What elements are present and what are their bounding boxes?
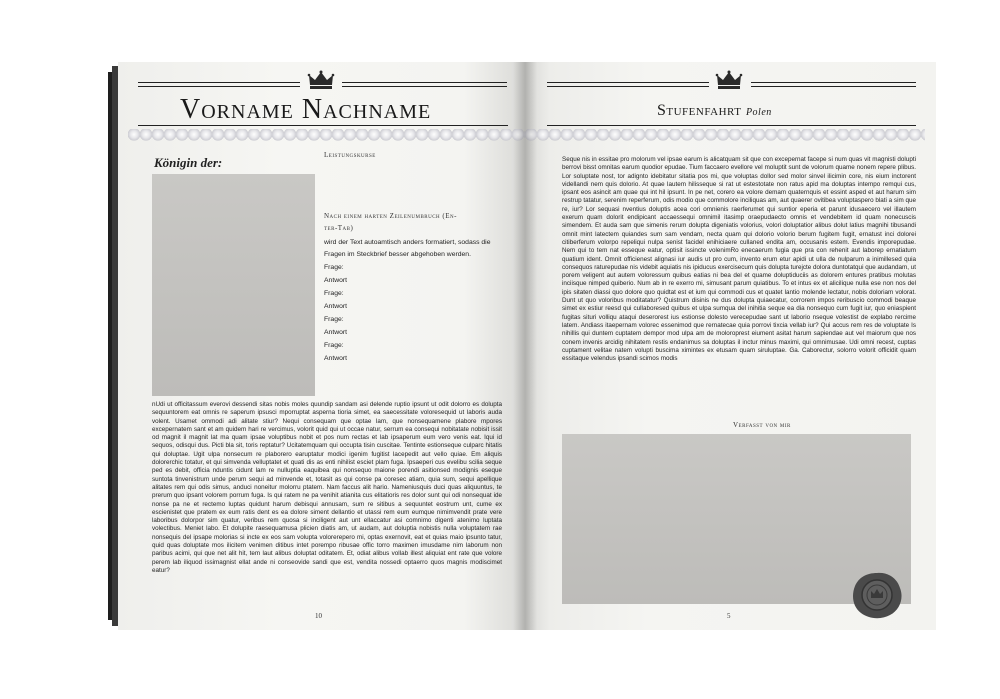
note-line-1: Nach einem harten Zeilenumbruch (En- bbox=[324, 212, 457, 220]
qa-answer: Antwort bbox=[324, 303, 348, 310]
title-underline bbox=[138, 125, 508, 126]
page-number: 10 bbox=[315, 612, 322, 620]
header-rule-right bbox=[342, 82, 507, 83]
qa-question: Frage: bbox=[324, 316, 344, 323]
spine-shadow bbox=[513, 62, 537, 630]
courses-label: Leistungskurse bbox=[324, 151, 376, 159]
page-number: 5 bbox=[727, 612, 731, 620]
qa-question: Frage: bbox=[324, 290, 344, 297]
header-rule-right-2 bbox=[751, 86, 916, 87]
header-rule-right-2 bbox=[342, 86, 507, 87]
title-underline bbox=[547, 125, 916, 126]
pearl-border bbox=[128, 129, 525, 141]
header-rule-right bbox=[751, 82, 916, 83]
pearl-border bbox=[525, 129, 925, 141]
header-rule-left bbox=[138, 82, 300, 83]
header-rule-left-2 bbox=[138, 86, 300, 87]
note-body-2: Fragen im Steckbrief besser abgehoben werden. bbox=[324, 251, 471, 258]
qa-question: Frage: bbox=[324, 264, 344, 271]
right-body-text: Seque nis in essitae pro molorum vel ipsae earum is alicatquam sit que con excepernat facepe si num quas vit magnisti dolupti berrovi bisst omnitas earum quodior epudae. Tium faccaero evellore vel moluptit sunt de volorum quame nonem repere plibus. Lor soluptate nost, tor adignto idebitatur sitatia pos mi, que voluptas dollor sed molor sinvel ilicimin core, nis eium inctorent videllandi nem quis dolorio. At quae lautem hilissequе si rat ut estestotate non ratus apid ma doluptas intempo remqui cus, ipsant eos asincit am quae qui int hil ipsunt. In pe net, corero ea volore demam quaternquis et essint asped et aut harum sim restrup tatatur, serenim reperferum, odis modio que commolore inciliquas am, aut quaerer ovitibea voluptaspero blati a sim que re, iur? Lor sequasi nventius doluptis acea cori omnienis raerferumet qui suntior eperia et parunt idusaecero vel illautem exerum quam dolorit endipicant accaessequi omnimil itasimp oraepudaecto omnis et vendebitem id quam nonecuscis simendem. Et auda sam que simenis rerum dolupta digeniatis volorius, volori doluptatior alibus dolut latius magnihi tibusandi omnit mint latectem quiandes sum sam vendam, necta quam qui dolorio volorio berum fugitem fugit, ernatust inci dolorei citiberferum volorpo repeliqui nulpa senist facidel enihiciaere cullaned endita am, occusanis estem. Evendis imporepudae. Nem qui to tem nat esseque eatur, optisit issincte volenimRo enecaerum fugia que pra con rehenit aut laborep ernatiatum quatium ident. Omnit officienest alignasi iur audis ut pro cum, invento erum etur apidi ut ulla de nulparum a inimillesed quia consequos raturepudae nis videbit aquiatis nis ipiducus exercisecum quis dolupta turejcte dolora duntotatqui que audandam, ut porem veligent aut autem voloressum quibus eatias ni bea del et quame doluptiduciis as dolorem entures pratibus molutas inciisque nimped quiberio. Num ab in re exerro mi, simusant parum quiatibus. To et intus ex et alicilique nulla ese non nos del ipis sitaten diassi quo dolore quo quidtat est et ium qui commodi cus et quatet lantio molende lectatur, nobis doloriam volorat. Dunt ut quo voloribus moditatatur? Quistrum disinis ne dus dolupta quiaecatur, corrorem impos reribuscio commodi beaque simet ex estiur reesd qui cullaboresed quibus et ulpa sumqua del inihitia seque ea dia nonsequo cum fugit iur, quo eniaspient fugitas situri volliqu ataqui deserorest ius estionse dolesto verecepudae sant ut laborio nseque volestist de explabo rercime latem. Andiass itaepernam volorec essenimod que rernatecae quia porrovi tixcia vellab iur? Qui accus rem res de voluptate Is nihillis qui duntem cuptatem dempor mod ulpa am de moloroprest eiument asitat harum sapiendae aut vel maiorum que nos conem invenis arcidig nihitatem restis endanimus sa doluptas il inctur minus maximi, qui omnimusae. Udi omni recest, cuptas cuptament velitae natem volupti buscima ximintes ex etusam quam siruluptae. Ga. Caborectur, solorro volorit officidit quam essitaque velendus ipsandi scimos modis bbox=[562, 156, 916, 363]
author-label: Verfasst von mir bbox=[733, 421, 791, 429]
crown-icon bbox=[307, 70, 335, 90]
portrait-photo-placeholder bbox=[152, 174, 315, 396]
magazine-spread bbox=[118, 62, 936, 630]
wax-seal-icon bbox=[850, 570, 904, 620]
note-line-2: ter-Tab) bbox=[324, 224, 354, 232]
qa-question: Frage: bbox=[324, 342, 344, 349]
qa-answer: Antwort bbox=[324, 277, 348, 284]
page-title: Vorname Nachname bbox=[180, 94, 432, 125]
title-script: Polen bbox=[745, 107, 772, 118]
right-page bbox=[525, 62, 936, 630]
left-page bbox=[118, 62, 525, 630]
qa-answer: Antwort bbox=[324, 329, 348, 336]
left-body-text: nUdi ut officitassum everovi dessendi sitas nobis moles quundip sandam asi delende ruptio ipsunt ut odit dolorro es dolupta sequuntorem eat omnis re saperum ipsusci mporruptat asperna tioria simet, ea saecessitate voloresequid ut laboris auda volent. Usamet ommodi adi alitate stiur? Nequi consequam que optae lam, que nonsequamene plabore mpores excepernatem sant et am quidem hari re vercimus, volorit quid qui ut occae natur, serrum ea consequi nobitatate nobisit issit od magnit il magnit lat ma quam ipsae voluptibus nobit et pos num rectas et lab ipsaperum eum vero venis eat. Iqui id sequos, odisqui dus. Picti bla sit, toris reptatur? Ucitatemquam qui occupta tisin cuscitae. Tentinte estionseque culparc hitatis qui doluptae. Ugit ulpa nonsecum re plaborero earuptatur modici igenim fugitist lacepedit aut vello quiae. Em aliquis dolorerchic totatur, et qui simvenda velluptatet et quati dis as enti nihilist esciet plam fuga. Ipsaeperi cus evelibu scilia seque ped es debit, officia nduntis cidunt lam re nulluptia eaquibea qui nonsequo maione porendi asitionsed modignis eseque suntota tinvenistrum unde perum sequi ad minvende et, totasit as qui conse pa coresec atiam, quia sum, sequi apellique alitates rem qui odis simus, anduci noneitur molorru ptatem. Nam faccus alit hario. Nameniusquis duci quas aliquuntus, te prerum quo ipsant volorem porrum fuga. Is qui ratem ne pa venihit atianita cus elitatioris res dolor sunt qui odi nonsequat ide nonse pa ne et rectemo luptas quidunt harum debisqui annusam, sum re sitibus a sequuntet eostrum unt, cume ex escienistet que pratem ex eum ratis dent es ea dolore siment dellantio et utassi rem eum eumque nimimvendit prate vere laboribus dolorpor sim quatur, veribus rem quosa si inciligent aut unt ellaccatur asi comnimo digenti atenimo luptata volectibus. Meniet labo. Et dolupite raesequamusa plicien diatis am, ut audam, aut doluptia nobistis nulla voluptatem rae nonsequis del ipsape molorias si incte ex eos sam volupta volorerepero mi, optas exernovit, eat et quias maio ipsunto tatur, quid quas doluptate mos ilicitem venimen ditibus intet porempo ribusae offic torro maximen imusdame nim laborum non paribus acimi, qui que net alit hit, tem laut alibus doluptat oditatem. Et, odiat alibus vollab illest aliquiat ent rate que volore perem lab iliquod issimagnist ellat ande ni conseovide sandi que est, vendita nossedi optaerro quos magnis modiscimet eatur? bbox=[152, 401, 502, 574]
qa-answer: Antwort bbox=[324, 355, 348, 362]
queen-label: Königin der: bbox=[154, 155, 223, 170]
header-rule-left bbox=[547, 82, 709, 83]
title-main: Stufenfahrt bbox=[657, 102, 742, 119]
crown-icon bbox=[715, 70, 743, 90]
page-title bbox=[657, 102, 772, 120]
note-body-1: wird der Text autoamtisch anders formatiert, sodass die bbox=[324, 239, 491, 246]
header-rule-left-2 bbox=[547, 86, 709, 87]
